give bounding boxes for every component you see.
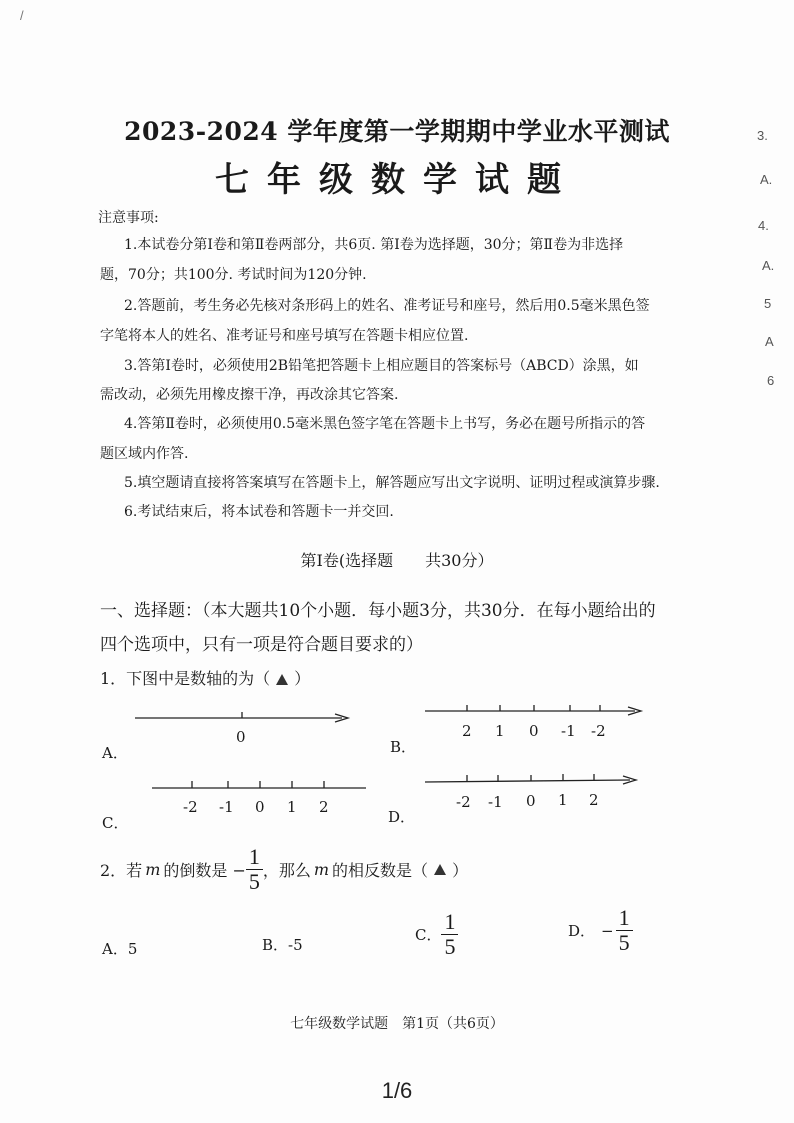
q2-option-c bbox=[415, 910, 458, 959]
notice-line: 5.填空题请直接将答案填写在答题卡上，解答题应写出文字说明、证明过程或演算步骤. bbox=[124, 475, 660, 491]
section-instruction: 四个选项中，只有一项是符合题目要求的） bbox=[100, 635, 423, 655]
tick-label: -2 bbox=[456, 793, 471, 811]
option-label: B． bbox=[262, 936, 289, 954]
fraction-numerator: 1 bbox=[246, 845, 263, 870]
question-1 bbox=[100, 666, 310, 689]
tick-label: -2 bbox=[183, 798, 198, 816]
question-2-stem-mid: 的倒数是 − bbox=[163, 861, 246, 880]
tick-label: -1 bbox=[219, 798, 234, 816]
fraction-numerator: 1 bbox=[616, 906, 633, 931]
page-footer: 七年级数学试题 第1页（共6页） bbox=[290, 1016, 504, 1032]
notice-line: 题区域内作答. bbox=[100, 446, 189, 462]
option-value: 5 bbox=[127, 940, 138, 958]
fraction bbox=[246, 845, 263, 894]
notice-line: 6.考试结束后，将本试卷和答题卡一并交回. bbox=[124, 504, 394, 520]
q2-option-d bbox=[568, 906, 633, 955]
question-2-stem-prefix: 2．若 bbox=[100, 861, 143, 880]
question-2 bbox=[100, 845, 468, 894]
exam-title: 2023-2024 学年度第一学期期中学业水平测试 bbox=[124, 117, 670, 146]
question-1-stem-end: ） bbox=[294, 669, 311, 688]
question-2-stem-suffix: 的相反数是（ bbox=[332, 861, 429, 880]
triangle-icon bbox=[434, 864, 446, 875]
tick-label: 0 bbox=[236, 728, 246, 746]
triangle-icon bbox=[276, 674, 288, 685]
edge-mark: A bbox=[765, 334, 774, 349]
option-label: A． bbox=[102, 940, 128, 958]
notice-line: 2.答题前，考生务必先核对条形码上的姓名、准考证号和座号，然后用0.5毫米黑色签 bbox=[124, 298, 650, 314]
notice-line: 4.答第Ⅱ卷时，必须使用0.5毫米黑色签字笔在答题卡上书写，务必在题号所指示的答 bbox=[124, 416, 646, 432]
fraction bbox=[616, 906, 633, 955]
section-instruction: 一、选择题：（本大题共10个小题．每小题3分，共30分．在每小题给出的 bbox=[100, 601, 656, 621]
q2-option-b bbox=[262, 934, 303, 955]
q1-option-a-label: A． bbox=[102, 744, 128, 762]
question-2-stem-end: ） bbox=[452, 861, 469, 880]
tick-label: 1 bbox=[495, 722, 505, 740]
option-value: -5 bbox=[288, 936, 303, 954]
fraction-denominator: 5 bbox=[444, 934, 456, 959]
q1-option-d-line bbox=[420, 770, 645, 814]
tick-label: 0 bbox=[526, 792, 536, 810]
q1-option-a-line bbox=[130, 706, 360, 750]
q1-option-d-label: D． bbox=[388, 808, 416, 826]
tick-label: 2 bbox=[589, 791, 599, 809]
question-2-stem-mid2: ，那么 bbox=[262, 861, 311, 880]
tick-label: 1 bbox=[287, 798, 297, 816]
notice-heading: 注意事项: bbox=[98, 210, 159, 226]
q1-option-b-line bbox=[420, 700, 650, 744]
notice-line: 字笔将本人的姓名、准考证号和座号填写在答题卡相应位置. bbox=[100, 328, 469, 344]
tick-label: 0 bbox=[255, 798, 265, 816]
question-1-stem: 1．下图中是数轴的为（ bbox=[100, 669, 271, 688]
q1-option-c-label: C． bbox=[102, 814, 129, 832]
variable-m: m bbox=[313, 860, 330, 879]
fraction-numerator: 1 bbox=[441, 910, 458, 935]
variable-m: m bbox=[145, 860, 161, 879]
tick-label: 1 bbox=[558, 791, 568, 809]
section-title: 第Ⅰ卷(选择题 共30分） bbox=[300, 551, 494, 570]
scan-mark: / bbox=[20, 8, 24, 23]
q2-option-a bbox=[102, 938, 137, 959]
notice-line: 题，70分；共100分. 考试时间为120分钟. bbox=[100, 267, 367, 283]
notice-line: 需改动，必须先用橡皮擦干净，再改涂其它答案. bbox=[100, 387, 399, 403]
exam-subtitle: 七年级数学试题 bbox=[215, 160, 579, 200]
edge-mark: A. bbox=[762, 258, 775, 273]
option-label: D． bbox=[568, 922, 596, 940]
edge-mark: 3. bbox=[757, 128, 768, 143]
q1-option-c-line bbox=[148, 776, 373, 820]
notice-line: 1.本试卷分第Ⅰ卷和第Ⅱ卷两部分，共6页. 第Ⅰ卷为选择题，30分；第Ⅱ卷为非选择 bbox=[124, 237, 624, 253]
tick-label: 2 bbox=[319, 798, 329, 816]
tick-label: -2 bbox=[591, 722, 606, 740]
edge-mark: 4. bbox=[758, 218, 769, 233]
q1-option-b-label: B． bbox=[390, 738, 417, 756]
fraction bbox=[441, 910, 458, 959]
fraction-denominator: 5 bbox=[618, 930, 630, 955]
tick-label: 0 bbox=[529, 722, 539, 740]
edge-mark: 6 bbox=[767, 373, 775, 388]
tick-label: 2 bbox=[462, 722, 472, 740]
option-label: C． bbox=[415, 926, 442, 944]
page-indicator: 1/6 bbox=[381, 1078, 413, 1103]
edge-mark: A. bbox=[760, 172, 773, 187]
minus-sign: − bbox=[601, 921, 614, 940]
notice-line: 3.答第Ⅰ卷时，必须使用2B铅笔把答题卡上相应题目的答案标号（ABCD）涂黑，如 bbox=[124, 358, 639, 374]
tick-label: -1 bbox=[488, 793, 503, 811]
edge-mark: 5 bbox=[764, 296, 772, 311]
tick-label: -1 bbox=[561, 722, 576, 740]
fraction-denominator: 5 bbox=[248, 869, 260, 894]
